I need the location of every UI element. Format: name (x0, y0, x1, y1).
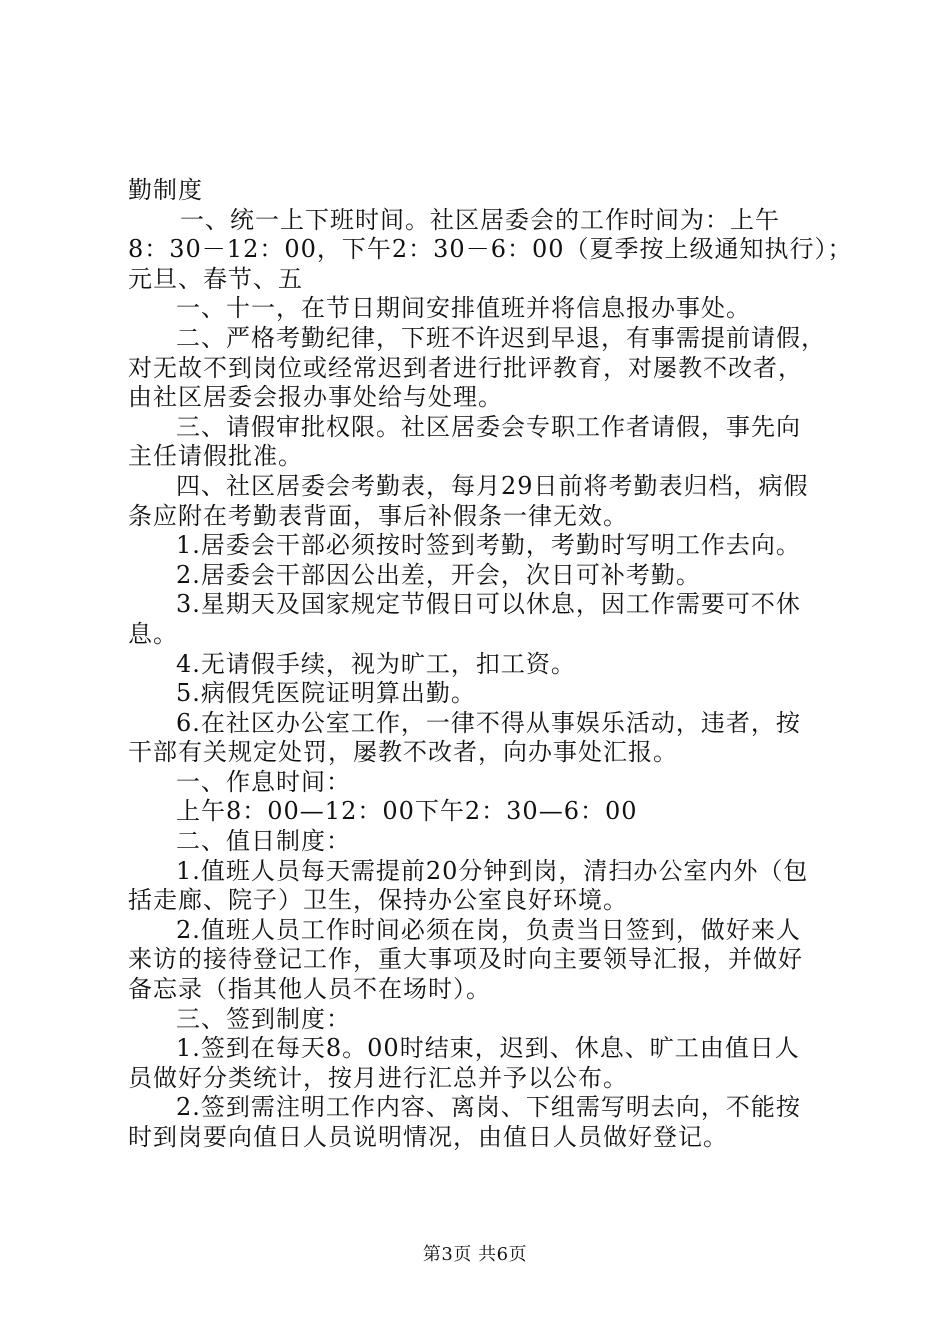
text-line: 2.居委会干部因公出差，开会，次日可补考勤。 (176, 560, 701, 589)
text-line: 备忘录（指其他人员不在场时）。 (128, 975, 491, 1004)
text-line: 息。 (128, 619, 178, 648)
text-line: 由社区居委会报办事处给与处理。 (128, 383, 503, 412)
text-line: 6.在社区办公室工作，一律不得从事娱乐活动，违者，按 (176, 708, 801, 737)
text-line: 2.签到需注明工作内容、离岗、下组需写明去向，不能按 (176, 1093, 801, 1122)
text-line: 二、值日制度： (176, 827, 351, 856)
text-line: 1.居委会干部必须按时签到考勤，考勤时写明工作去向。 (176, 531, 801, 560)
text-line: 括走廊、院子）卫生，保持办公室良好环境。 (128, 886, 628, 915)
document-body (128, 176, 853, 1153)
text-line: 二、严格考勤纪律，下班不许迟到早退，有事需提前请假， (176, 323, 826, 352)
text-line: 三、请假审批权限。社区居委会专职工作者请假，事先向 (176, 412, 801, 441)
text-line: 1.签到在每天8。00时结束，迟到、休息、旷工由值日人 (176, 1034, 800, 1063)
text-line: 一、十一，在节日期间安排值班并将信息报办事处。 (176, 294, 751, 323)
text-line: 员做好分类统计，按月进行汇总并予以公布。 (128, 1063, 628, 1092)
text-line: 时到岗要向值日人员说明情况，由值日人员做好登记。 (128, 1123, 728, 1151)
text-line: 4.无请假手续，视为旷工，扣工资。 (176, 649, 576, 678)
text-line: 1.值班人员每天需提前20分钟到岗，清扫办公室内外（包 (176, 856, 809, 885)
text-line: 勤制度 (128, 176, 203, 204)
page-number-footer: 第3页 共6页 (422, 1244, 528, 1265)
text-line: 干部有关规定处罚，屡教不改者，向办事处汇报。 (128, 738, 678, 767)
text-line: 上午8：00—12：00下午2：30—6：00 (176, 797, 638, 826)
text-line: 一、统一上下班时间。社区居委会的工作时间为：上午 (180, 205, 780, 234)
text-line: 来访的接待登记工作，重大事项及时向主要领导汇报，并做好 (128, 945, 803, 974)
text-line: 3.星期天及国家规定节假日可以休息，因工作需要可不休 (176, 590, 801, 619)
text-line: 四、社区居委会考勤表，每月29日前将考勤表归档，病假 (176, 471, 809, 500)
text-line: 条应附在考勤表背面，事后补假条一律无效。 (128, 501, 628, 530)
text-line: 2.值班人员工作时间必须在岗，负责当日签到，做好来人 (176, 915, 801, 944)
text-line: 对无故不到岗位或经常迟到者进行批评教育，对屡教不改者， (128, 353, 803, 382)
text-line: 8：30－12：00，下午2：30－6：00（夏季按上级通知执行）； (128, 235, 853, 264)
text-line: 5.病假凭医院证明算出勤。 (176, 679, 476, 708)
text-line: 元旦、春节、五 (128, 264, 303, 293)
text-line: 主任请假批准。 (128, 442, 303, 471)
text-line: 一、作息时间： (176, 767, 351, 796)
text-line: 三、签到制度： (176, 1004, 351, 1033)
